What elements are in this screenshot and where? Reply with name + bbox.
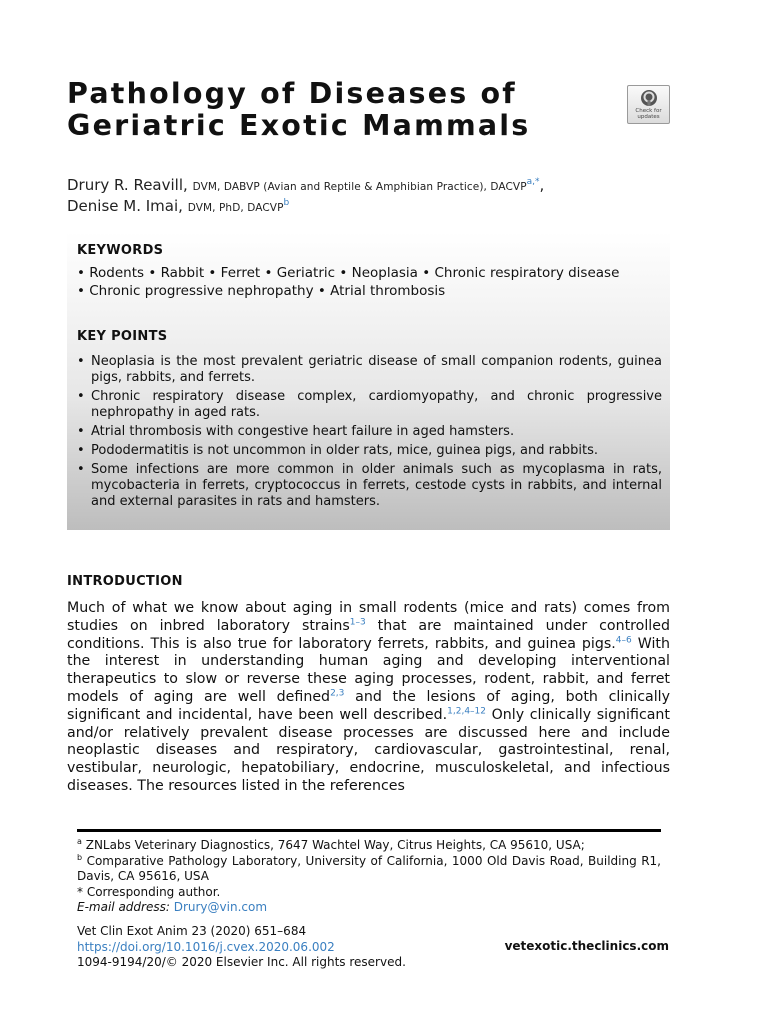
title-line-1: Pathology of Diseases of (67, 77, 517, 110)
author-list (67, 176, 707, 218)
journal-info (77, 924, 477, 971)
key-points-heading: KEY POINTS (77, 329, 168, 344)
author-2: Denise M. Imai, DVM, PhD, DACVP$^b$ (67, 197, 290, 215)
affiliation-ref[interactable]: b (283, 198, 290, 208)
doi-link[interactable]: https://doi.org/10.1016/j.cvex.2020.06.002 (77, 939, 335, 954)
author-1: Drury R. Reavill, DVM, DABVP (Avian and Reptile & Amphibian Practice), $DACVP^{a,*}$, (67, 176, 545, 194)
section-heading-introduction: INTRODUCTION (67, 574, 183, 589)
affiliation-a: $^a$ ZNLabs Veterinary Diagnostics, 7647 Wachtel Way, Citrus Heights, CA 95610, USA; (77, 837, 585, 852)
footnote-divider (77, 829, 661, 832)
affiliation-b: $^b$ Comparative Pathology Laboratory, University of California, 1000 Old Davis Road, Building R1, Davis, CA 95616, USA (77, 852, 661, 883)
badge-label: Check for updates (635, 108, 662, 120)
affiliations (77, 838, 661, 916)
key-points-list (77, 354, 662, 513)
key-point: • Chronic respiratory disease complex, cardiomyopathy, and chronic progressive nephropathy in aged rats. (77, 389, 662, 421)
email-link[interactable]: Drury@vin.com (173, 900, 268, 914)
author-credentials: DVM, PhD, DACVP (187, 202, 284, 214)
corresponding-author: * Corresponding author. (77, 884, 221, 899)
crossmark-icon (640, 89, 658, 107)
citation-ref[interactable]: 1–3 (349, 617, 366, 628)
citation-ref[interactable]: 2,3 (330, 688, 345, 699)
introduction-paragraph: Much of what we know about aging in small rodents (mice and rats) comes from studies on inbred laboratory strains$^{1-3}$ that are maintained under controlled conditions. This is also true for laboratory ferrets, rabbits, and guinea pigs.$^{4-6}$ With the interest in understanding human aging and developing interventional therapeutics to slow or reverse these aging processes, rodent, rabbit, and ferret models of aging are well defined$^{2,3}$ and the lesions of aging, both clinically significant and incidental, have been well described.$^{1,2,4-12}$ Only clinically significant and/or relatively prevalent disease processes are discussed here and include neoplastic diseases and respiratory, cardiovascular, gastrointestinal, renal, vestibular, neurologic, hepatobiliary, endocrine, musculoskeletal, and infectious diseases. The resources listed in the references (67, 600, 670, 794)
journal-website[interactable]: vetexotic.theclinics.com (504, 939, 669, 953)
key-point: • Atrial thrombosis with congestive heart failure in aged hamsters. (77, 424, 662, 440)
keywords-line: • Chronic progressive nephropathy • Atrial thrombosis (77, 283, 446, 299)
keywords-heading: KEYWORDS (77, 243, 164, 258)
key-point: • Neoplasia is the most prevalent geriatric disease of small companion rodents, guinea pigs, rabbits, and ferrets. (77, 354, 662, 386)
key-point: • Some infections are more common in older animals such as mycoplasma in rats, mycobacteria in ferrets, cryptococcus in ferrets, cestode cysts in rabbits, and internal and external parasites in rats and hamsters. (77, 462, 662, 510)
keywords-keypoints-box (67, 232, 670, 530)
citation: Vet Clin Exot Anim 23 (2020) 651–684 (77, 924, 307, 938)
citation-ref[interactable]: 1,2,4–12 (447, 706, 487, 717)
keywords-line: • Rodents • Rabbit • Ferret • Geriatric • Neoplasia • Chronic respiratory disease (77, 265, 620, 281)
check-for-updates-badge[interactable] (627, 85, 670, 124)
citation-ref[interactable]: 4–6 (615, 634, 632, 645)
title-line-2: Geriatric Exotic Mammals (67, 109, 531, 142)
author-credentials: DVM, DABVP (Avian and Reptile & Amphibian Practice), DACVP (192, 181, 527, 193)
article-title (67, 78, 587, 142)
affiliation-ref[interactable]: a,* (526, 177, 540, 187)
key-point: • Pododermatitis is not uncommon in older rats, mice, guinea pigs, and rabbits. (77, 443, 662, 459)
email-line: E-mail address: Drury@vin.com (77, 900, 268, 914)
copyright: 1094-9194/20/© 2020 Elsevier Inc. All rights reserved. (77, 955, 406, 969)
